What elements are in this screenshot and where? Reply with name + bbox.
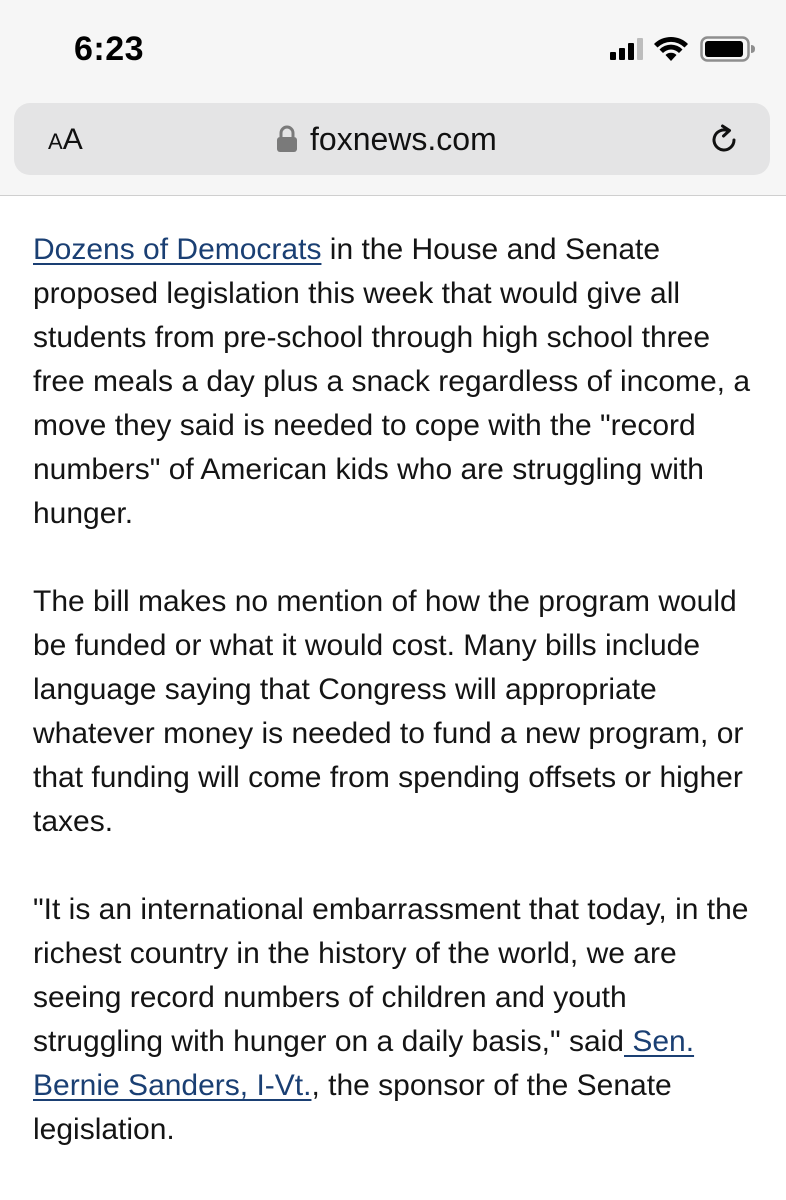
paragraph-3-text-after: , the sponsor of the Senate legislation.	[33, 1069, 672, 1146]
battery-icon	[700, 36, 756, 62]
wifi-icon	[654, 36, 688, 62]
url-text[interactable]: foxnews.com	[310, 121, 497, 157]
paragraph-3-text-before: "It is an international embarrassment that today, in the richest country in the history of the world, we are seeing record numbers of children and youth struggling with hunger on a daily basis," said	[33, 893, 749, 1058]
text-size-button[interactable]	[48, 123, 83, 157]
status-time: 6:23	[74, 30, 145, 68]
article-paragraph-2	[33, 580, 763, 844]
text-size-small-label: A	[48, 129, 63, 154]
article-paragraph-3	[33, 888, 763, 1152]
lock-icon	[276, 125, 298, 153]
text-size-large-label: A	[62, 123, 83, 156]
dozens-of-democrats-link[interactable]: Dozens of Democrats	[33, 233, 322, 266]
address-bar[interactable]	[14, 103, 770, 175]
article-paragraph-1	[33, 228, 763, 536]
browser-chrome	[0, 0, 786, 196]
paragraph-2-text: The bill makes no mention of how the program would be funded or what it would cost. Many bills include language saying that Congress will appropriate whatever money is needed to fund a new program, or that funding will come from spending offsets or higher taxes.	[33, 585, 744, 838]
paragraph-1-text: in the House and Senate proposed legislation this week that would give all students from pre-school through high school three free meals a day plus a snack regardless of income, a move they said is needed to cope with the "record numbers" of American kids who are struggling with hunger.	[33, 233, 751, 530]
cellular-signal-icon	[610, 38, 644, 60]
article-body	[33, 228, 763, 1196]
reload-icon[interactable]	[707, 123, 741, 157]
bernie-sanders-link[interactable]: Sen. Bernie Sanders, I-Vt.	[33, 1025, 695, 1102]
